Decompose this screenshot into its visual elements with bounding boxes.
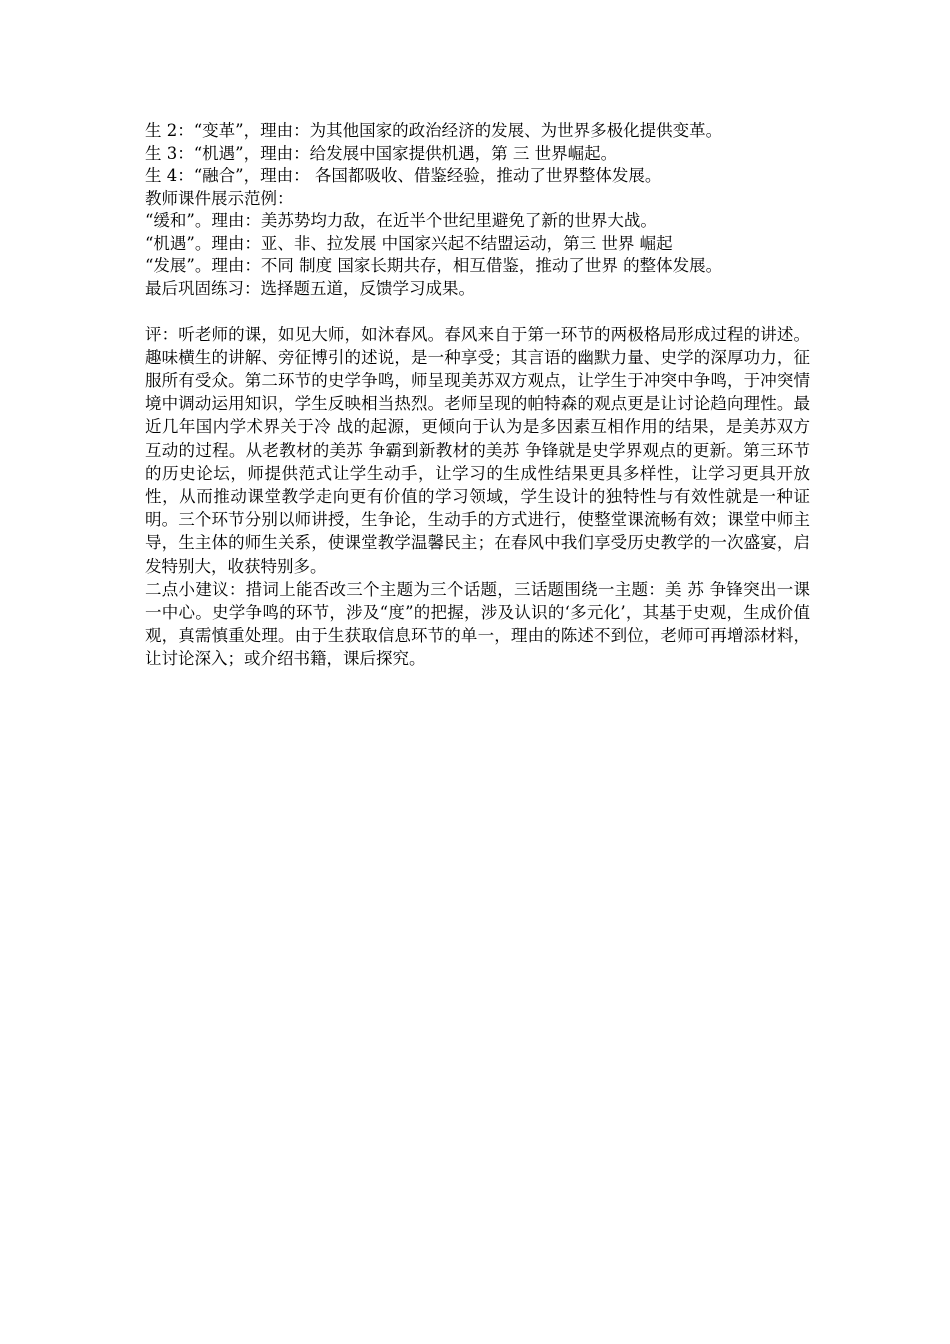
student-2-answer: 生 2：“变革”，理由：为其他国家的政治经济的发展、为世界多极化提供变革。 [145,121,723,140]
example-opportunity: “机遇”。理由：亚、非、拉发展 中国家兴起不结盟运动，第三 世界 崛起 [145,233,673,253]
blank-line [145,300,810,323]
student-4-answer: 生 4：“融合”，理由： 各国都吸收、借鉴经验，推动了世界整体发展。 [145,166,662,185]
review-paragraph: 评：听老师的课，如见大师，如沐春风。春风来自于第一环节的两极格局形成过程的讲述。趣味横生的讲解、旁征博引的述说，是一种享受；其言语的幽默力量、史学的深厚功力，征服所有受众。第二环节的史学争鸣，师呈现美苏双方观点，让学生于冲突中争鸣，于冲突情境中调动运用知识，学生反映相当热烈。老师呈现的帕特森的观点更是让讨论趋向理性。最近几年国内学术界关于冷 战的起源，更倾向于认为是多因素互相作用的结果，是美苏双方互动的过程。从老教材的美苏 争霸到新教材的美苏 争锋就是史学界观点的更新。第三环节的历史论坛，师提供范式让学生动手，让学习的生成性结果更具多样性，让学习更具开放性，从而推动课堂教学走向更有价值的学习领域，学生设计的独特性与有效性就是一种证明。三个环节分别以师讲授，生争论，生动手的方式进行，使整堂课流畅有效；课堂中师主导，生主体的师生关系，使课堂教学温馨民主；在春风中我们享受历史教学的一次盛宴，启发特别大，收获特别多。 [145,324,810,576]
document-page [145,120,810,671]
suggestion-paragraph: 二点小建议：措词上能否改三个主题为三个话题，三话题围绕一主题：美 苏 争锋突出一课一中心。史学争鸣的环节，涉及“度”的把握，涉及认识的‘多元化’，其基于史观，生成价值观，真需慎重处理。由于生获取信息环节的单一，理由的陈述不到位，老师可再增添材料，让讨论深入；或介绍书籍，课后探究。 [145,579,810,669]
example-relaxation: “缓和”。理由：美苏势均力敌，在近半个世纪里避免了新的世界大战。 [145,211,657,230]
final-exercise: 最后巩固练习：选择题五道，反馈学习成果。 [145,278,475,298]
teacher-example-heading: 教师课件展示范例： [145,188,294,208]
example-development: “发展”。理由：不同 制度 国家长期共存，相互借鉴，推动了世界 的整体发展。 [145,256,723,275]
student-3-answer: 生 3：“机遇”，理由：给发展中国家提供机遇，第 三 世界崛起。 [145,143,618,163]
